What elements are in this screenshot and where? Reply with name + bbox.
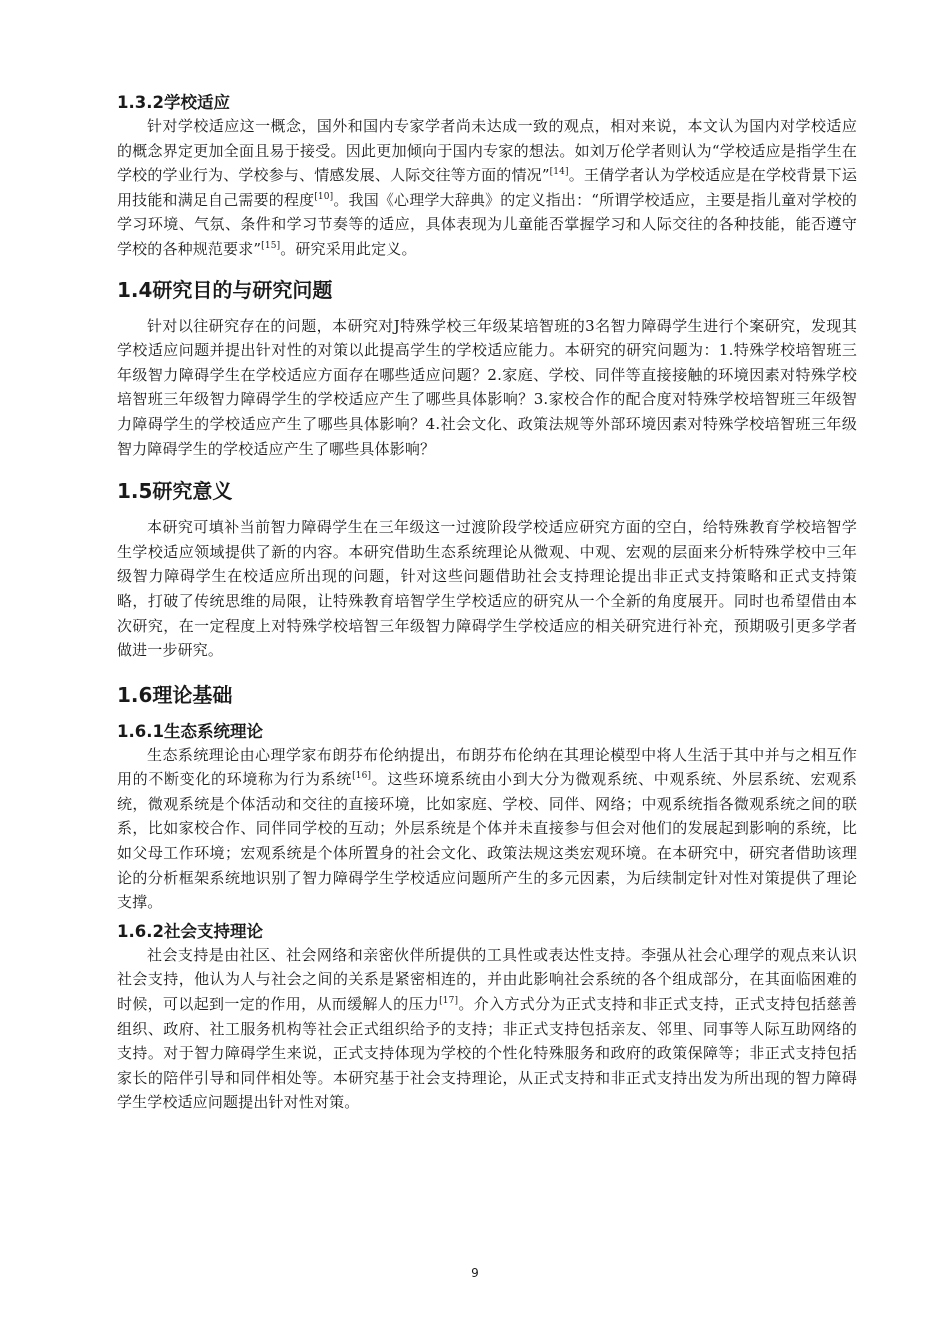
citation-ref: [16] — [352, 771, 372, 782]
citation-ref: [14] — [549, 167, 569, 178]
text-run: 针对学校适应这一概念，国外和国内专家学者尚未达成一致的观点，相对来说，本文认为国内对学校适应的概念界定更加全面且易于接受。因此更加倾向于国内专家的想法。如刘万伦学者则认为“学校适应是指学生在学校的学业行为、学校参与、情感发展、人际交往等方面的情况” — [117, 117, 857, 185]
text-run: 。王倩学者认为学校适应是在学校背景下运用技能和满足自己需要的程度 — [117, 166, 857, 209]
text-run: 生态系统理论由心理学家布朗芬布伦纳提出，布朗芬布伦纳在其理论模型中将人生活于其中并与之相互作用的不断变化的环境称为行为系统 — [117, 745, 857, 789]
text-run: 社会支持是由社区、社会网络和亲密伙伴所提供的工具性或表达性支持。李强从社会心理学的观点来认识社会支持，他认为人与社会之间的关系是紧密相连的，并由此影响社会系统的各个组成部分，在其面临困难的时候，可以起到一定的作用，从而缓解人的压力 — [117, 945, 857, 1014]
paragraph-social-support-theory — [117, 943, 857, 1115]
paragraph-research-purpose: 针对以往研究存在的问题，本研究对J特殊学校三年级某培智班的3名智力障碍学生进行个案研究，发现其学校适应问题并提出针对性的对策以此提高学生的学校适应能力。本研究的研究问题为：1.特殊学校培智班三年级智力障碍学生在学校适应方面存在哪些适应问题？2.家庭、学校、同伴等直接接触的环境因素对特殊学校培智班三年级智力障碍学生的学校适应产生了哪些具体影响？3.家校合作的配合度对特殊学校培智班三年级智力障碍学生的学校适应产生了哪些具体影响？4.社会文化、政策法规等外部环境因素对特殊学校培智班三年级智力障碍学生的学校适应产生了哪些具体影响？ — [117, 316, 857, 458]
citation-ref: [15] — [261, 240, 281, 251]
text-run: 。这些环境系统由小到大分为微观系统、中观系统、外层系统、宏观系统，微观系统是个体活动和交往的直接环境，比如家庭、学校、同伴、网络；中观系统指各微观系统之间的联系，比如家校合作、同伴同学校的互动；外层系统是个体并未直接参与但会对他们的发展起到影响的系统，比如父母工作环境；宏观系统是个体所置身的社会文化、政策法规这类宏观环境。在本研究中，研究者借助该理论的分析框架系统地识别了智力障碍学生学校适应问题所产生的多元因素，为后续制定针对性对策提供了理论支撑。 — [117, 770, 857, 912]
text-run: 。我国《心理学大辞典》的定义指出：“所谓学校适应，主要是指儿童对学校的学习环境、气氛、条件和学习节奏等的适应，具体表现为儿童能否掌握学习和人际交往的各种技能，能否遵守学校的各种规范要求” — [117, 190, 858, 258]
page-number: 9 — [471, 1266, 479, 1280]
heading-1-6-2: 1.6.2社会支持理论 — [117, 921, 263, 941]
text-run: 。研究采用此定义。 — [280, 239, 417, 258]
citation-ref: [10] — [314, 191, 334, 202]
heading-1-6-1: 1.6.1生态系统理论 — [117, 721, 263, 741]
paragraph-ecological-systems-theory — [117, 743, 857, 915]
paragraph-school-adaptation — [117, 114, 857, 262]
text-run: 。介入方式分为正式支持和非正式支持，正式支持包括慈善组织、政府、社工服务机构等社会正式组织给予的支持；非正式支持包括亲友、邻里、同事等人际互助网络的支持。对于智力障碍学生来说，正式支持体现为学校的个性化特殊服务和政府的政策保障等；非正式支持包括家长的陪伴引导和同伴相处等。本研究基于社会支持理论，从正式支持和非正式支持出发为所出现的智力障碍学生学校适应问题提出针对性对策。 — [117, 995, 858, 1112]
heading-1-4: 1.4研究目的与研究问题 — [117, 277, 333, 302]
citation-ref: [17] — [439, 996, 459, 1007]
paragraph-research-significance: 本研究可填补当前智力障碍学生在三年级这一过渡阶段学校适应研究方面的空白，给特殊教育学校培智学生学校适应领域提供了新的内容。本研究借助生态系统理论从微观、中观、宏观的层面来分析特殊学校中三年级智力障碍学生在校适应所出现的问题，针对这些问题借助社会支持理论提出非正式支持策略和正式支持策略，打破了传统思维的局限，让特殊教育培智学生学校适应的研究从一个全新的角度展开。同时也希望借由本次研究，在一定程度上对特殊学校培智三年级智力障碍学生学校适应的相关研究进行补充，预期吸引更多学者做进一步研究。 — [117, 518, 857, 660]
heading-1-6: 1.6理论基础 — [117, 682, 233, 707]
heading-1-3-2: 1.3.2学校适应 — [117, 93, 230, 112]
heading-1-5: 1.5研究意义 — [117, 479, 233, 504]
page-content — [117, 92, 857, 1115]
